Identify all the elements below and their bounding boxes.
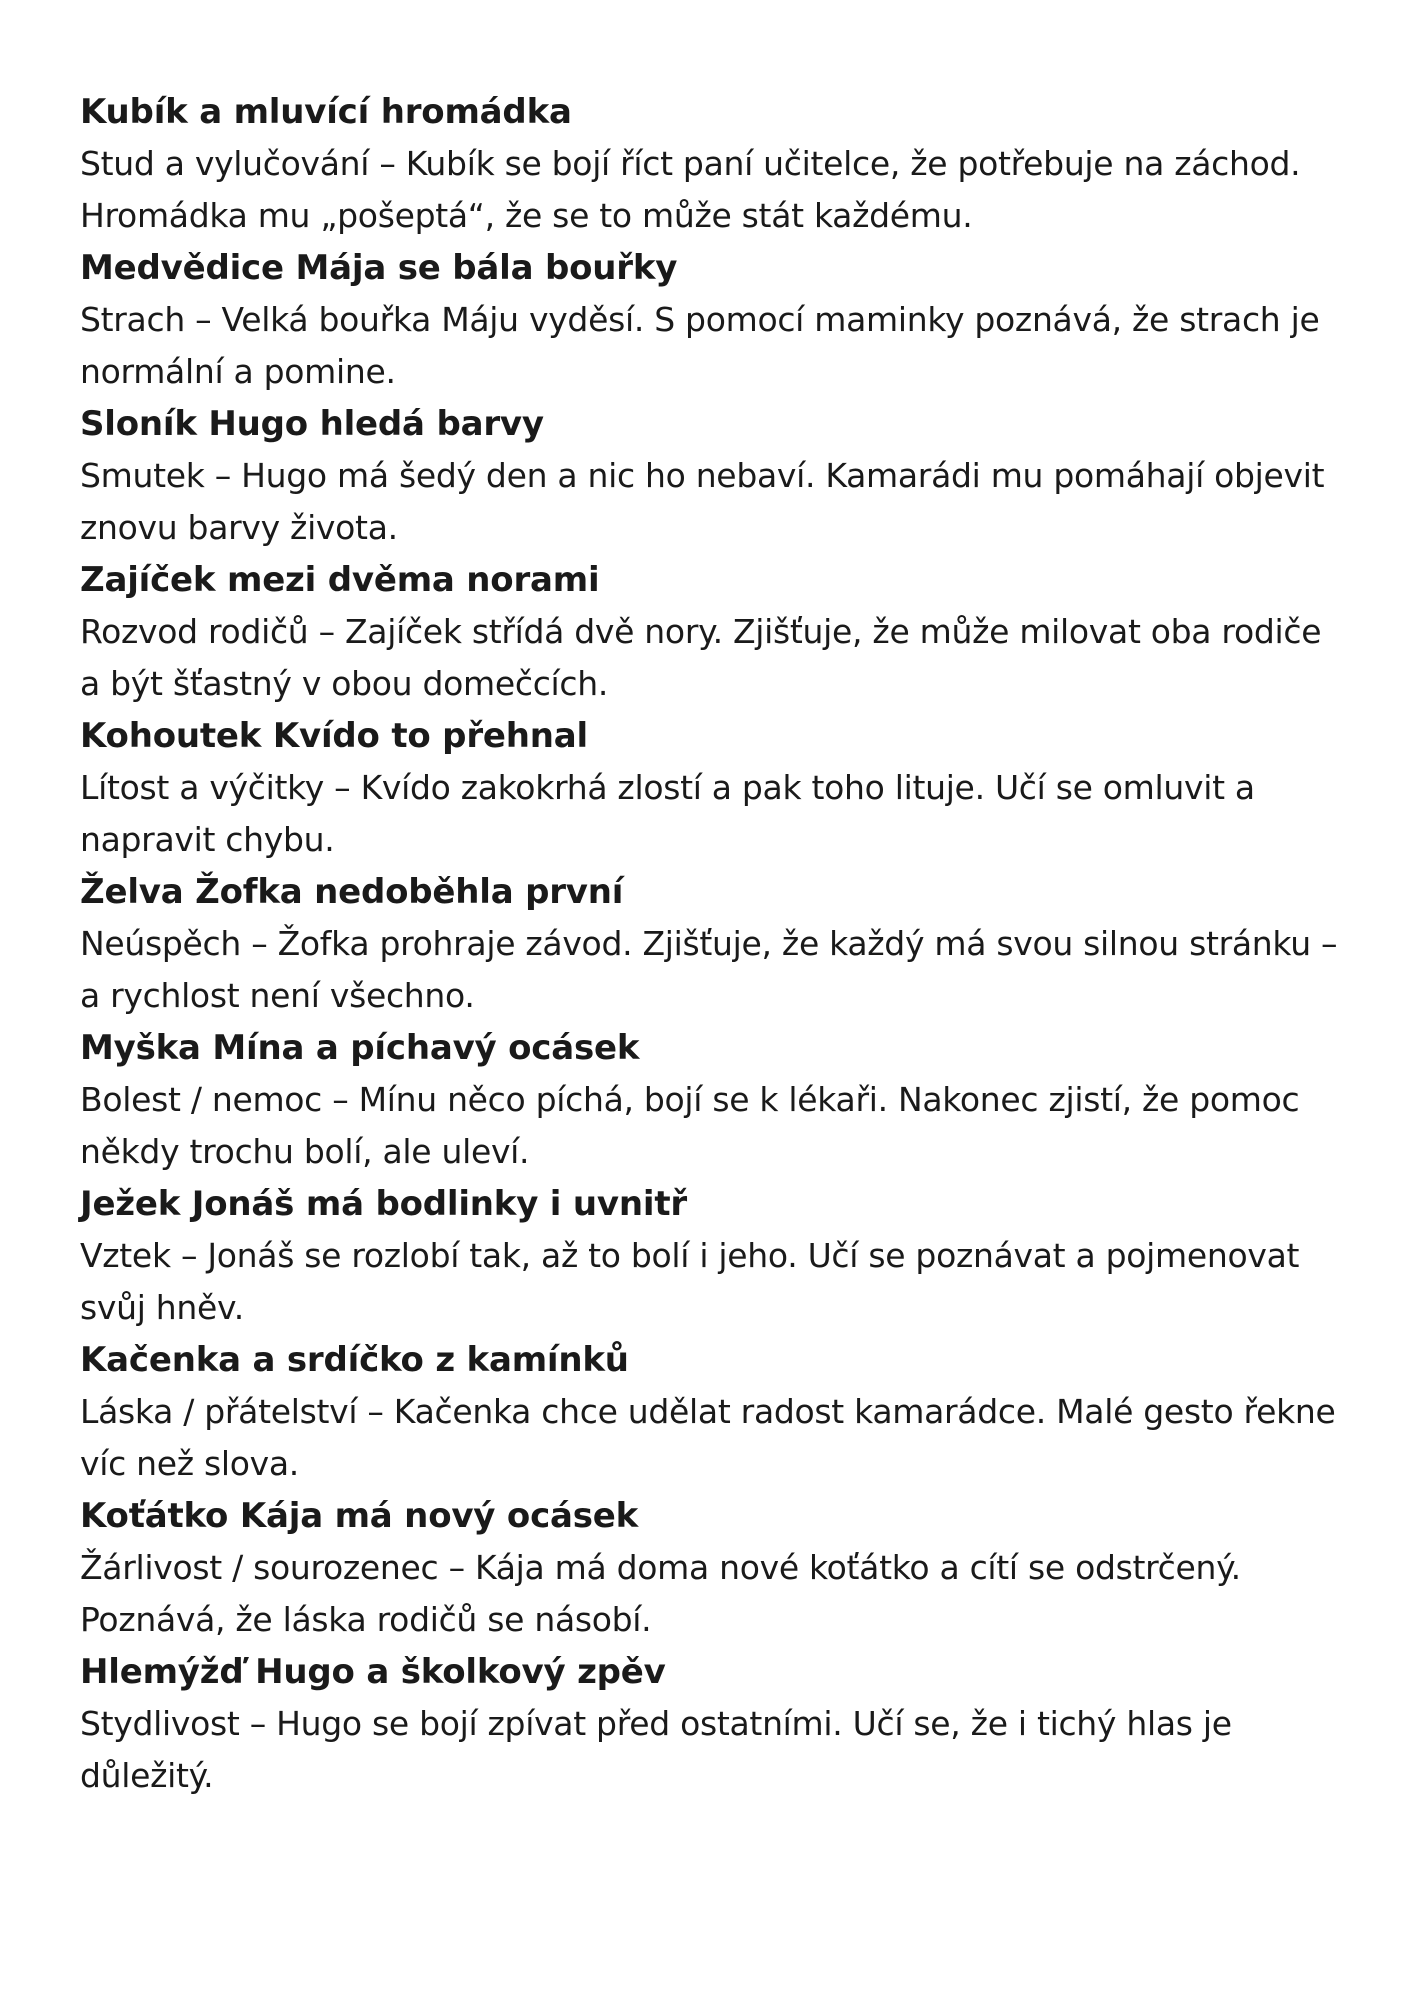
story-description: Bolest / nemoc – Mínu něco píchá, bojí se k lékaři. Nakonec zjistí, že pomoc někdy trochu bolí, ale uleví.	[80, 1080, 1300, 1171]
story-entry	[80, 242, 1345, 398]
story-entry	[80, 398, 1345, 554]
story-description: Žárlivost / sourozenec – Kája má doma nové koťátko a cítí se odstrčený. Poznává, že láska rodičů se násobí.	[80, 1548, 1241, 1639]
story-description: Neúspěch – Žofka prohraje závod. Zjišťuje, že každý má svou silnou stránku – a rychlost není všechno.	[80, 924, 1338, 1015]
story-title: Ježek Jonáš má bodlinky i uvnitř	[80, 1184, 687, 1224]
story-entry	[80, 866, 1345, 1022]
story-title: Myška Mína a píchavý ocásek	[80, 1028, 640, 1068]
story-description: Láska / přátelství – Kačenka chce udělat radost kamarádce. Malé gesto řekne víc než slova.	[80, 1392, 1336, 1483]
story-entry	[80, 710, 1345, 866]
story-entry	[80, 1490, 1345, 1646]
story-entry	[80, 1334, 1345, 1490]
story-description: Stydlivost – Hugo se bojí zpívat před ostatními. Učí se, že i tichý hlas je důležitý.	[80, 1704, 1232, 1795]
story-title: Hlemýžď Hugo a školkový zpěv	[80, 1652, 666, 1692]
story-title: Zajíček mezi dvěma norami	[80, 560, 600, 600]
story-entry	[80, 1178, 1345, 1334]
story-entry	[80, 1646, 1345, 1802]
story-title: Kohoutek Kvído to přehnal	[80, 716, 588, 756]
story-description: Vztek – Jonáš se rozlobí tak, až to bolí i jeho. Učí se poznávat a pojmenovat svůj hněv.	[80, 1236, 1300, 1327]
story-title: Sloník Hugo hledá barvy	[80, 404, 544, 444]
entry-list	[80, 86, 1345, 1802]
story-description: Rozvod rodičů – Zajíček střídá dvě nory. Zjišťuje, že může milovat oba rodiče a být šťastný v obou domečcích.	[80, 612, 1322, 703]
story-description: Stud a vylučování – Kubík se bojí říct paní učitelce, že potřebuje na záchod. Hromádka mu „pošeptá“, že se to může stát každému.	[80, 144, 1301, 235]
story-title: Kačenka a srdíčko z kamínků	[80, 1340, 629, 1380]
story-entry	[80, 1022, 1345, 1178]
story-title: Želva Žofka nedoběhla první	[80, 872, 624, 912]
story-entry	[80, 86, 1345, 242]
story-title: Kubík a mluvící hromádka	[80, 92, 572, 132]
story-entry	[80, 554, 1345, 710]
story-title: Koťátko Kája má nový ocásek	[80, 1496, 639, 1536]
story-description: Smutek – Hugo má šedý den a nic ho nebaví. Kamarádi mu pomáhají objevit znovu barvy života.	[80, 456, 1325, 547]
story-description: Lítost a výčitky – Kvído zakokrhá zlostí a pak toho lituje. Učí se omluvit a napravit chybu.	[80, 768, 1255, 859]
document-page	[80, 86, 1345, 1802]
story-title: Medvědice Mája se bála bouřky	[80, 248, 678, 288]
story-description: Strach – Velká bouřka Máju vyděsí. S pomocí maminky poznává, že strach je normální a pomine.	[80, 300, 1320, 391]
